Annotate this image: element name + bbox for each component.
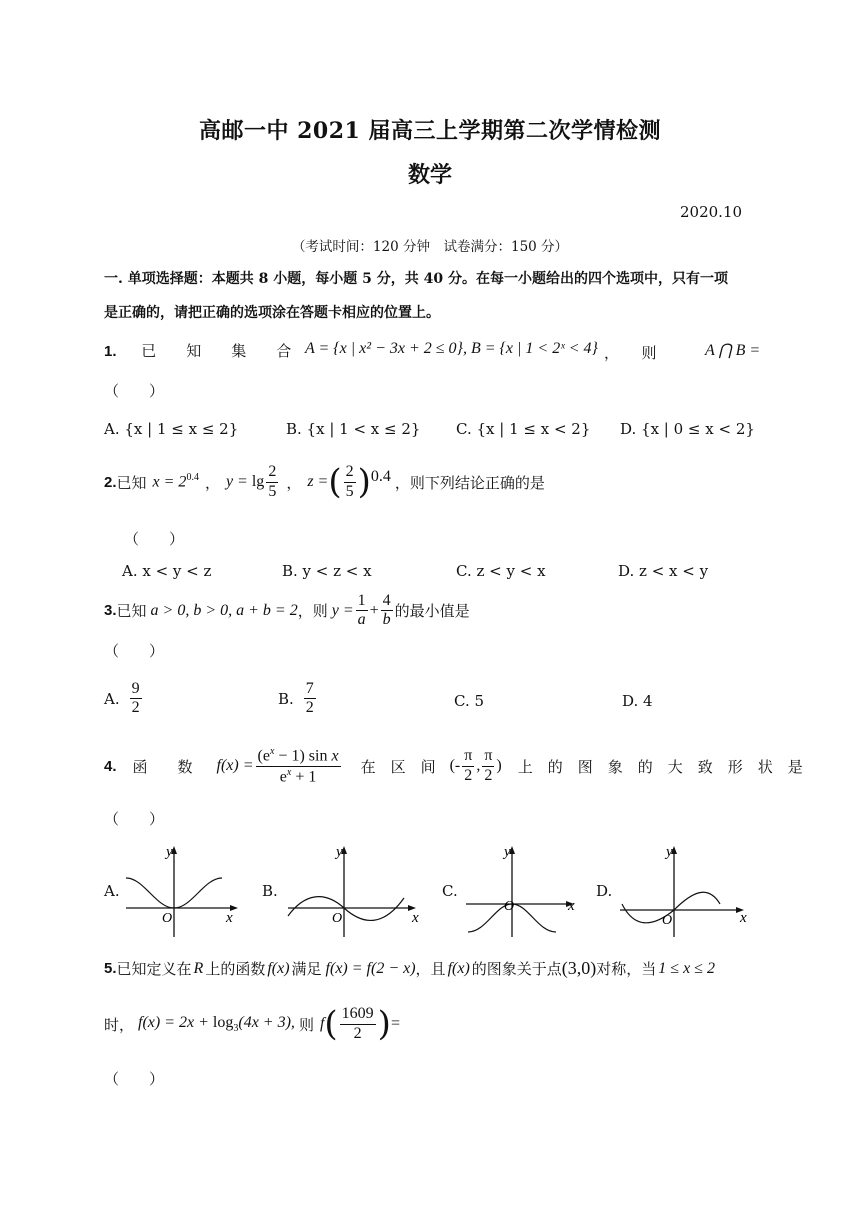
function-definition: $f(x) = 2x + \log_3(4x + 3)$, [138, 1013, 295, 1035]
question-text: 上的函数 [205, 960, 266, 978]
function-evaluation: f [319, 1015, 325, 1032]
math-z-expression: z = [307, 473, 329, 490]
fraction-1609-halves: $\frac{1609}{2}$ [341, 1005, 374, 1042]
axis-x-label: x [412, 910, 419, 926]
function-f: f(x) [447, 959, 470, 977]
exponent: 0.4 [370, 468, 391, 485]
axis-x-label: x [226, 910, 233, 926]
question-4 [104, 746, 803, 786]
option-c: C. {x | 1 ≤ x < 2} [456, 420, 591, 438]
exam-date: 2020.10 [680, 203, 743, 221]
graph-label-a: A. [104, 882, 120, 900]
set-r: R [193, 959, 204, 977]
question-number: 1. [104, 343, 117, 360]
option-a: A. {x | 1 ≤ x ≤ 2} [104, 420, 239, 438]
axis-x-label: x [568, 898, 575, 914]
graph-a [122, 842, 242, 942]
option-c: C. 5 [454, 692, 485, 710]
question-stem: 上 的 图 象 的 大 致 形 状 是 [517, 757, 803, 776]
question-number: 5. [104, 960, 117, 977]
question-text: 对称，当 [596, 960, 657, 978]
math-y-expression: y = [331, 601, 354, 619]
axis-x-label: x [740, 910, 747, 926]
exam-info: （考试时间：120 分钟 试卷满分：150 分） [291, 239, 569, 255]
question-3: 3. 已知 a > 0, b > 0, a + b = 2 ，则 y = $\frac{1}{a}$ + $\frac{4}{b}$ 的最小值是 [104, 592, 470, 629]
section-instruction-line2: 是正确的，请把正确的选项涂在答题卡相应的位置上。 [104, 305, 440, 321]
origin-label: O [162, 911, 173, 926]
question-number: 4. [104, 757, 117, 775]
question-text: 的图象关于点 [471, 960, 562, 978]
option-d: D. 4 [622, 692, 653, 710]
set-definition: A = {x | x² − 3x + 2 ≤ 0}, B = {x | 1 < 2ˣ < 4} [305, 340, 598, 357]
function-f: f(x) [267, 959, 290, 977]
origin-label: O [662, 913, 673, 928]
option-a [104, 680, 144, 718]
answer-blank: （ ） [104, 810, 165, 828]
axis-y-label: y [504, 844, 511, 860]
equals-sign: = [390, 1015, 400, 1032]
math-x-expression: $x = 2^{0.4}$ [152, 472, 199, 491]
question-5-line2 [104, 1004, 400, 1044]
answer-blank: （ ） [104, 642, 165, 660]
question-connector: ， 则 [604, 344, 657, 362]
fraction-nine-halves: $\frac{9}{2}$ [131, 680, 140, 717]
comma: ， [286, 473, 302, 492]
function-definition: f(x) = [216, 757, 254, 775]
intersection-expression: A ⋂ B = [705, 342, 761, 359]
fraction-one-over-a: $\frac{1}{a}$ [357, 592, 366, 629]
question-1 [104, 340, 291, 361]
option-label: B. [278, 689, 294, 708]
question-text: 则 [298, 1015, 314, 1034]
math-y-expression: y = lg [225, 473, 265, 490]
question-stem: 在 区 间 [360, 757, 436, 776]
function-fraction: $\frac{(e^x - 1) \sin x}{e^x + 1}$ [257, 746, 339, 786]
option-a: A. x < y < z [122, 562, 212, 580]
question-prefix: 已知 [116, 473, 147, 492]
question-suffix: 的最小值是 [394, 602, 470, 621]
fraction-two-fifths: $\frac{2}{5}$ [345, 463, 354, 500]
question-number: 2. [104, 473, 117, 491]
question-stem: 已 知 集 合 [141, 342, 292, 360]
axis-y-label: y [166, 844, 173, 860]
question-text: 满足 [291, 960, 322, 978]
axis-y-label: y [336, 844, 343, 860]
point-expression: (3,0) [561, 958, 597, 978]
answer-blank: （ ） [104, 382, 165, 400]
option-b: B. {x | 1 < x ≤ 2} [286, 420, 421, 438]
symmetry-equation: f(x) = f(2 − x) [325, 959, 416, 977]
question-text: 已知定义在 [116, 960, 192, 978]
right-paren: ) [377, 1004, 391, 1044]
question-suffix: ，则下列结论正确的是 [394, 473, 545, 492]
section-instruction-line1: 一. 单项选择题：本题共 8 小题，每小题 5 分，共 40 分。在每一小题给出的四个选项中，只有一项 [104, 271, 728, 287]
right-paren: ) [357, 462, 371, 502]
question-mid: ，则 [297, 602, 328, 621]
question-2 [104, 462, 545, 502]
question-text: ，且 [415, 960, 446, 978]
origin-label: O [504, 899, 515, 914]
question-number: 3. [104, 602, 117, 620]
fraction-two-fifths: $\frac{2}{5}$ [268, 463, 277, 500]
interval-expression: (- $\frac{\pi}{2}$ , $\frac{\pi}{2}$ ) [449, 747, 502, 784]
subject-title: 数学 [407, 162, 452, 188]
fraction-four-over-b: $\frac{4}{b}$ [382, 592, 391, 629]
question-5 [104, 958, 715, 979]
option-b: B. y < z < x [282, 562, 372, 580]
graph-d [616, 842, 756, 942]
option-d: D. {x | 0 ≤ x < 2} [620, 420, 755, 438]
question-prefix: 已知 [116, 602, 147, 621]
graph-label-c: C. [442, 882, 458, 900]
option-label: A. [104, 689, 120, 708]
graph-label-b: B. [262, 882, 278, 900]
answer-blank: （ ） [124, 530, 185, 548]
option-b [278, 680, 318, 718]
graph-b [284, 842, 424, 942]
condition-expression: a > 0, b > 0, a + b = 2 [150, 601, 298, 619]
graph-label-d: D. [596, 882, 613, 900]
axis-y-label: y [666, 844, 673, 860]
answer-blank: （ ） [104, 1070, 165, 1088]
range-condition: 1 ≤ x ≤ 2 [658, 959, 715, 977]
left-paren: ( [324, 1004, 338, 1044]
comma: ， [204, 473, 220, 492]
exam-title: 高邮一中 2021 届高三上学期第二次学情检测 [198, 118, 662, 144]
left-paren: ( [328, 462, 342, 502]
option-c: C. z < y < x [456, 562, 546, 580]
option-d: D. z < x < y [618, 562, 709, 580]
question-stem: 函 数 [132, 757, 193, 776]
origin-label: O [332, 911, 343, 926]
fraction-seven-halves: $\frac{7}{2}$ [305, 680, 314, 717]
graph-c [462, 842, 587, 942]
question-text: 时， [104, 1015, 135, 1034]
